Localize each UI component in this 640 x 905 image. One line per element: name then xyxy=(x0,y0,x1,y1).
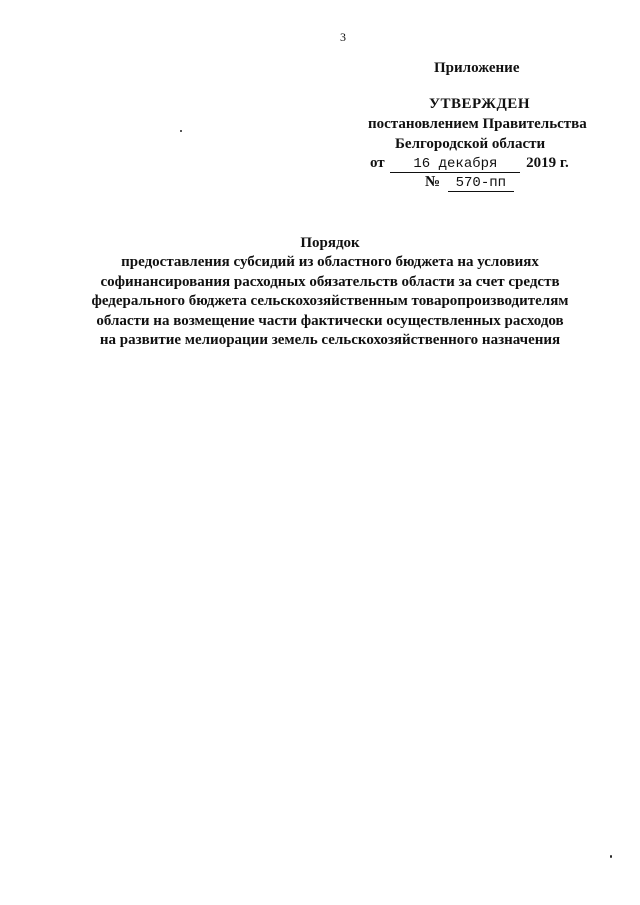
number-prefix: № xyxy=(425,174,441,190)
heading-line: предоставления субсидий из областного бюджета на условиях xyxy=(121,254,539,271)
number-value: 570-пп xyxy=(448,175,514,192)
date-prefix: от xyxy=(370,155,385,171)
heading-line: софинансирования расходных обязательств области за счет средств xyxy=(100,273,560,290)
region-line: Белгородской области xyxy=(395,136,546,152)
number-line xyxy=(425,174,514,192)
date-value: 16 декабря xyxy=(390,156,520,173)
heading-line: на развитие мелиорации земель сельскохозяйственного назначения xyxy=(99,332,561,349)
appendix-title: Приложение xyxy=(434,60,520,76)
heading-line: области на возмещение части фактически осуществленных расходов xyxy=(96,312,564,329)
document-heading xyxy=(80,234,580,350)
heading-line: федерального бюджета сельскохозяйственным товаропроизводителям xyxy=(91,293,569,310)
date-suffix: 2019 г. xyxy=(526,155,569,171)
heading-line: Порядок xyxy=(300,235,360,251)
page-number: 3 xyxy=(340,30,346,44)
date-line xyxy=(370,155,569,173)
approved-label: УТВЕРЖДЕН xyxy=(429,96,530,112)
scan-speck xyxy=(610,855,612,858)
approved-by-line: постановлением Правительства xyxy=(368,116,587,132)
scan-speck xyxy=(180,130,182,132)
